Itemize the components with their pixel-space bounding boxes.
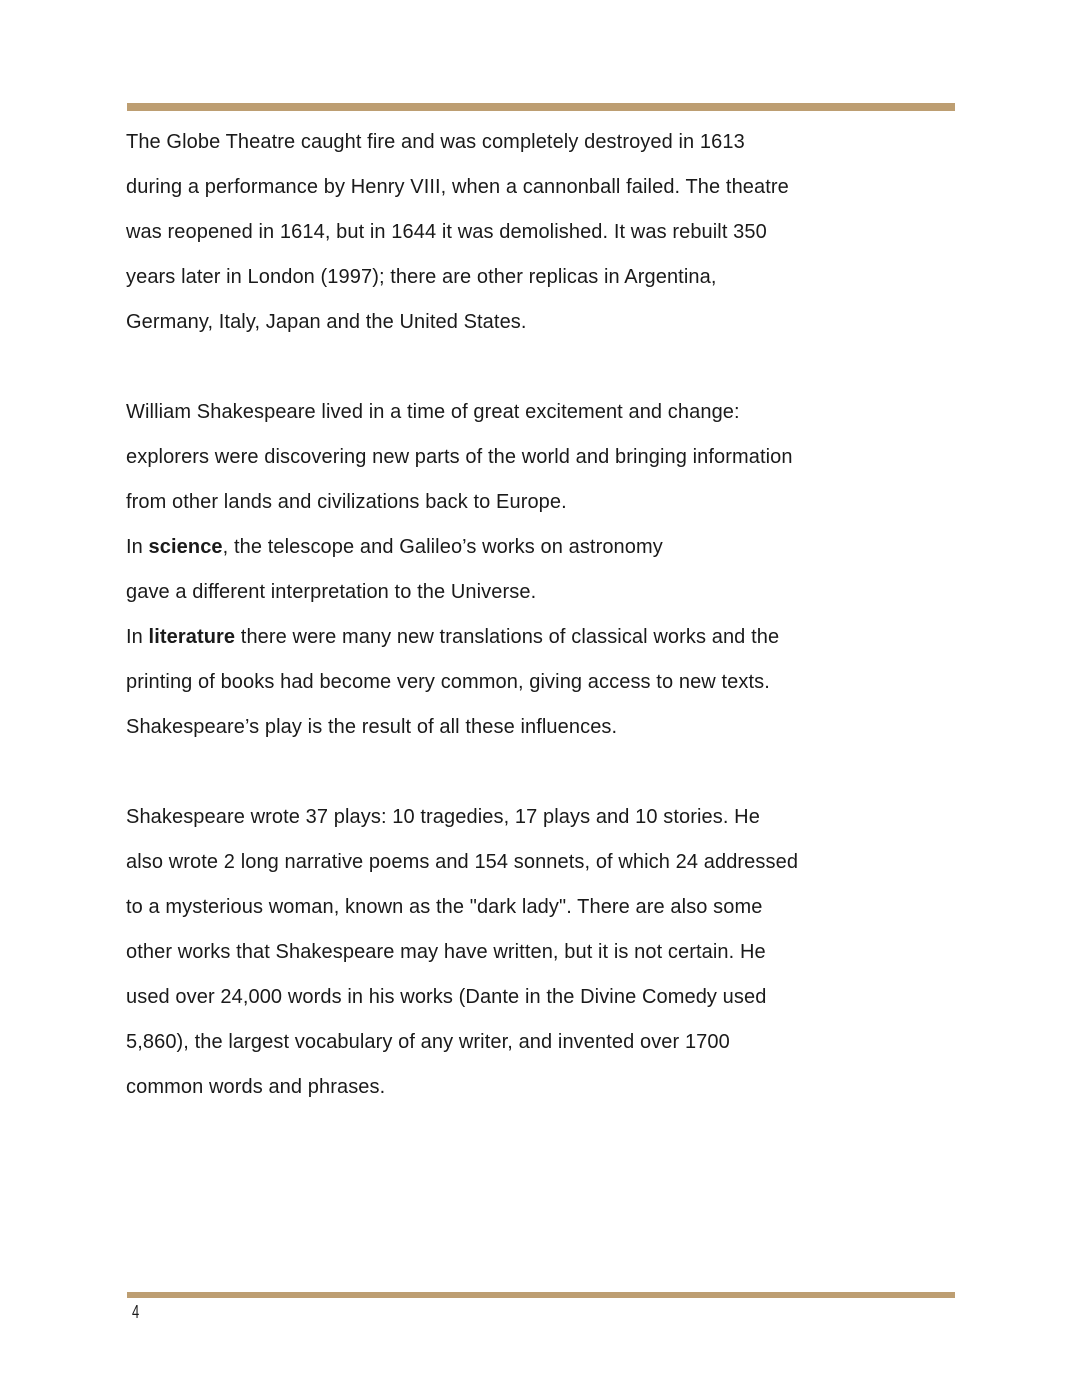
paragraph [126, 795, 966, 1110]
text-line [126, 1020, 966, 1065]
text-line [126, 165, 966, 210]
text-line [126, 795, 966, 840]
text-segment: 5,860), the largest vocabulary of any writer, and invented over 1700 [126, 1031, 730, 1053]
text-segment: years later in London (1997); there are other replicas in Argentina, [126, 266, 717, 288]
text-line [126, 120, 966, 165]
text-segment: printing of books had become very common, giving access to new texts. [126, 671, 770, 693]
text-line [126, 930, 966, 975]
text-segment: also wrote 2 long narrative poems and 154 sonnets, of which 24 addressed [126, 851, 799, 873]
text-line [126, 1065, 966, 1110]
bold-text-segment: literature [148, 626, 236, 648]
text-segment: Shakespeare’s play is the result of all these influences. [126, 716, 618, 738]
text-segment: used over 24,000 words in his works (Dante in the Divine Comedy used [126, 986, 767, 1008]
text-segment: was reopened in 1614, but in 1644 it was demolished. It was rebuilt 350 [126, 221, 767, 243]
text-line [126, 390, 966, 435]
text-segment: other works that Shakespeare may have written, but it is not certain. He [126, 941, 766, 963]
text-segment: William Shakespeare lived in a time of great excitement and change: [126, 401, 740, 423]
bottom-rule-divider [127, 1292, 955, 1298]
text-segment: , the telescope and Galileo’s works on astronomy [222, 536, 663, 558]
text-segment: gave a different interpretation to the Universe. [126, 581, 537, 603]
text-line [126, 615, 966, 660]
text-segment: common words and phrases. [126, 1076, 386, 1098]
text-segment: Germany, Italy, Japan and the United States. [126, 311, 527, 333]
paragraph [126, 120, 966, 345]
text-segment: The Globe Theatre caught fire and was completely destroyed in 1613 [126, 131, 745, 153]
document-body [126, 120, 966, 1110]
text-segment: In [126, 626, 149, 648]
text-line [126, 300, 966, 345]
text-segment: In [126, 536, 149, 558]
text-segment: from other lands and civilizations back to Europe. [126, 491, 567, 513]
text-segment: Shakespeare wrote 37 plays: 10 tragedies, 17 plays and 10 stories. He [126, 806, 760, 828]
text-segment: explorers were discovering new parts of the world and bringing information [126, 446, 793, 468]
text-line [126, 435, 966, 480]
text-line [126, 570, 966, 615]
text-line [126, 705, 966, 750]
text-line [126, 255, 966, 300]
text-segment: during a performance by Henry VIII, when a cannonball failed. The theatre [126, 176, 789, 198]
text-segment: to a mysterious woman, known as the "dark lady". There are also some [126, 896, 763, 918]
text-line [126, 525, 966, 570]
text-line [126, 210, 966, 255]
text-line [126, 660, 966, 705]
paragraph [126, 390, 966, 750]
text-line [126, 975, 966, 1020]
text-segment: there were many new translations of classical works and the [235, 626, 780, 648]
text-line [126, 840, 966, 885]
top-rule-divider [127, 103, 955, 111]
page-number: 4 [132, 1302, 140, 1322]
text-line [126, 885, 966, 930]
bold-text-segment: science [148, 536, 223, 558]
text-line [126, 480, 966, 525]
